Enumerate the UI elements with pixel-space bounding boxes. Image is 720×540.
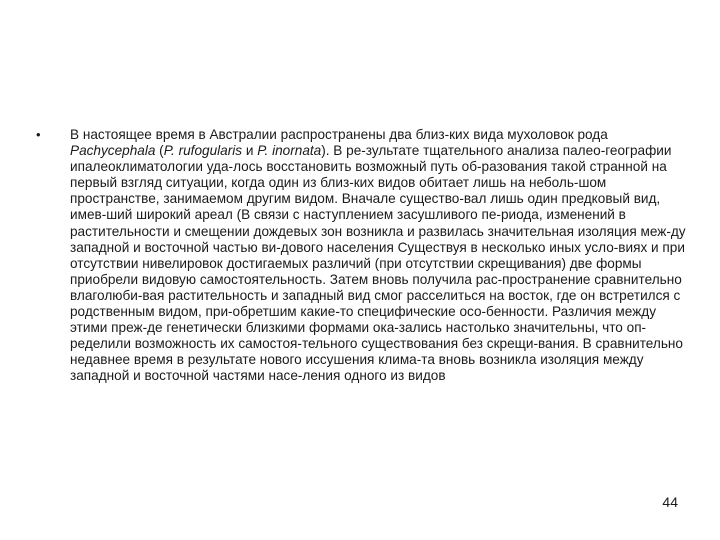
body-paragraph [70,127,691,385]
species-name-1: P. rufogularis [163,143,243,159]
paragraph-rest: ). В ре-зультате тщательного анализа палео-географии ипалеоклиматологии уда-лось восстановить возможный путь об-разования такой странной на первый взгляд ситуации, когда один из близ-ких видов обитает лишь на неболь-шом пространстве, занимаемом другим видом. Вначале существо-вал лишь один предковый вид, имев-ший широкий ареал (В связи с наступлением засушливого пе-риода, изменений в растительности и смещении дождевых зон возникла и развилась значительная изоляция меж-ду западной и восточной частью ви-дового населения Существуя в несколько иных усло-виях и при отсутствии нивелировок достигаемых различий (при отсутствии скрещивания) две формы приобрели видовую самостоятельность. Затем вновь получила рас-пространение сравнительно влаголюби-вая растительность и западный вид смог расселиться на восток, где он встретился с родственным видом, при-обретшим какие-то специфические осо-бенности. Различия между этими преж-де генетически близкими формами ока-зались настолько значительны, что оп-ределили возможность их самостоя-тельного существования без скрещи-вания. В сравнительно недавнее время в результате нового иссушения клима-та вновь возникла изоляция между западной и восточной частями насе-ления одного из видов [70,143,686,384]
genus-name: Pachycephala [70,143,156,159]
bullet-marker: • [36,127,41,142]
bullet-list [36,127,691,385]
page-number: 44 [662,494,678,510]
paragraph-intro: В настоящее время в Австралии распространены два близ-ких вида мухоловок рода [70,127,608,142]
conjunction: и [242,143,258,159]
species-name-2: P. inornata [257,143,322,159]
paren-open: ( [155,143,164,159]
bullet-item [36,127,691,385]
